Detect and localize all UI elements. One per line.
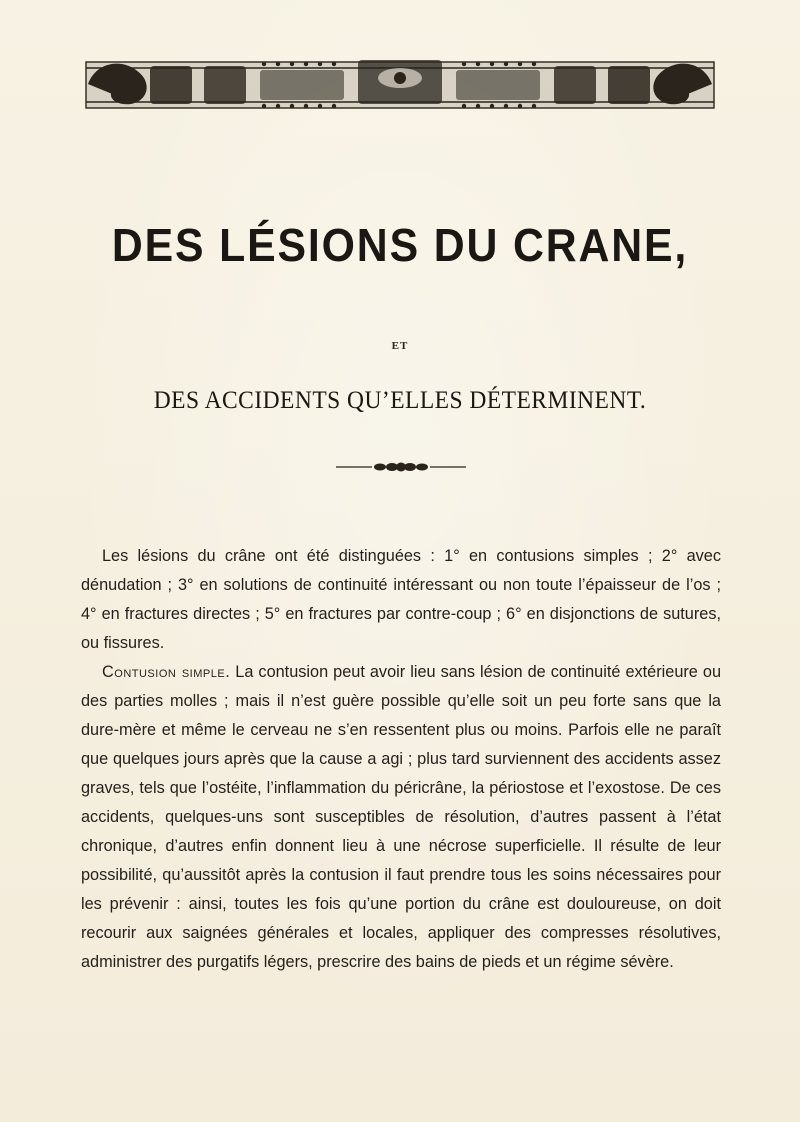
chapter-subtitle: DES ACCIDENTS QU’ELLES DÉTERMINENT. bbox=[153, 387, 647, 414]
ornamental-headpiece bbox=[84, 48, 716, 118]
section-text: La contusion peut avoir lieu sans lésion de continuité extérieure ou des parties molles ; mais il n’est guère possible qu’elle soit un peu forte sans que la dure-mère et même le cerveau ne s’en ressentent plus ou moins. Parfois elle ne paraît que quelques jours après que la cause a agi ; plus tard surviennent des accidents assez graves, tels que l’ostéite, l’inflammation du péricrâne, la périostose et l’exostose. De ces accidents, quelques-uns sont susceptibles de résolution, d’autres passent à l’état chronique, d’autres enfin donnent lieu à une nécrose superficielle. Il résulte de leur possibilité, qu’aussitôt après la contusion il faut prendre tous les soins nécessaires pour les prévenir : ainsi, toutes les fois qu’une portion du crâne est douloureuse, on doit recourir aux saignées générales et locales, appliquer des compresses résolutives, administrer des purgatifs légers, prescrire des bains de pieds et un régime sévère. bbox=[81, 663, 722, 971]
chapter-title: DES LÉSIONS DU CRANE, bbox=[111, 219, 689, 271]
section-heading: Contusion simple. bbox=[102, 663, 231, 681]
contusion-paragraph bbox=[81, 658, 721, 977]
ornamental-rule bbox=[336, 459, 466, 469]
intro-paragraph: Les lésions du crâne ont été distinguées : 1° en contusions simples ; 2° avec dénudation ; 3° en solutions de continuité intéressant ou non toute l’épaisseur de l’os ; 4° en fractures directes ; 5° en fractures par contre-coup ; 6° en disjonctions de sutures, ou fissures. bbox=[81, 547, 721, 652]
body-text bbox=[81, 542, 721, 977]
title-connector: ET bbox=[391, 340, 409, 352]
